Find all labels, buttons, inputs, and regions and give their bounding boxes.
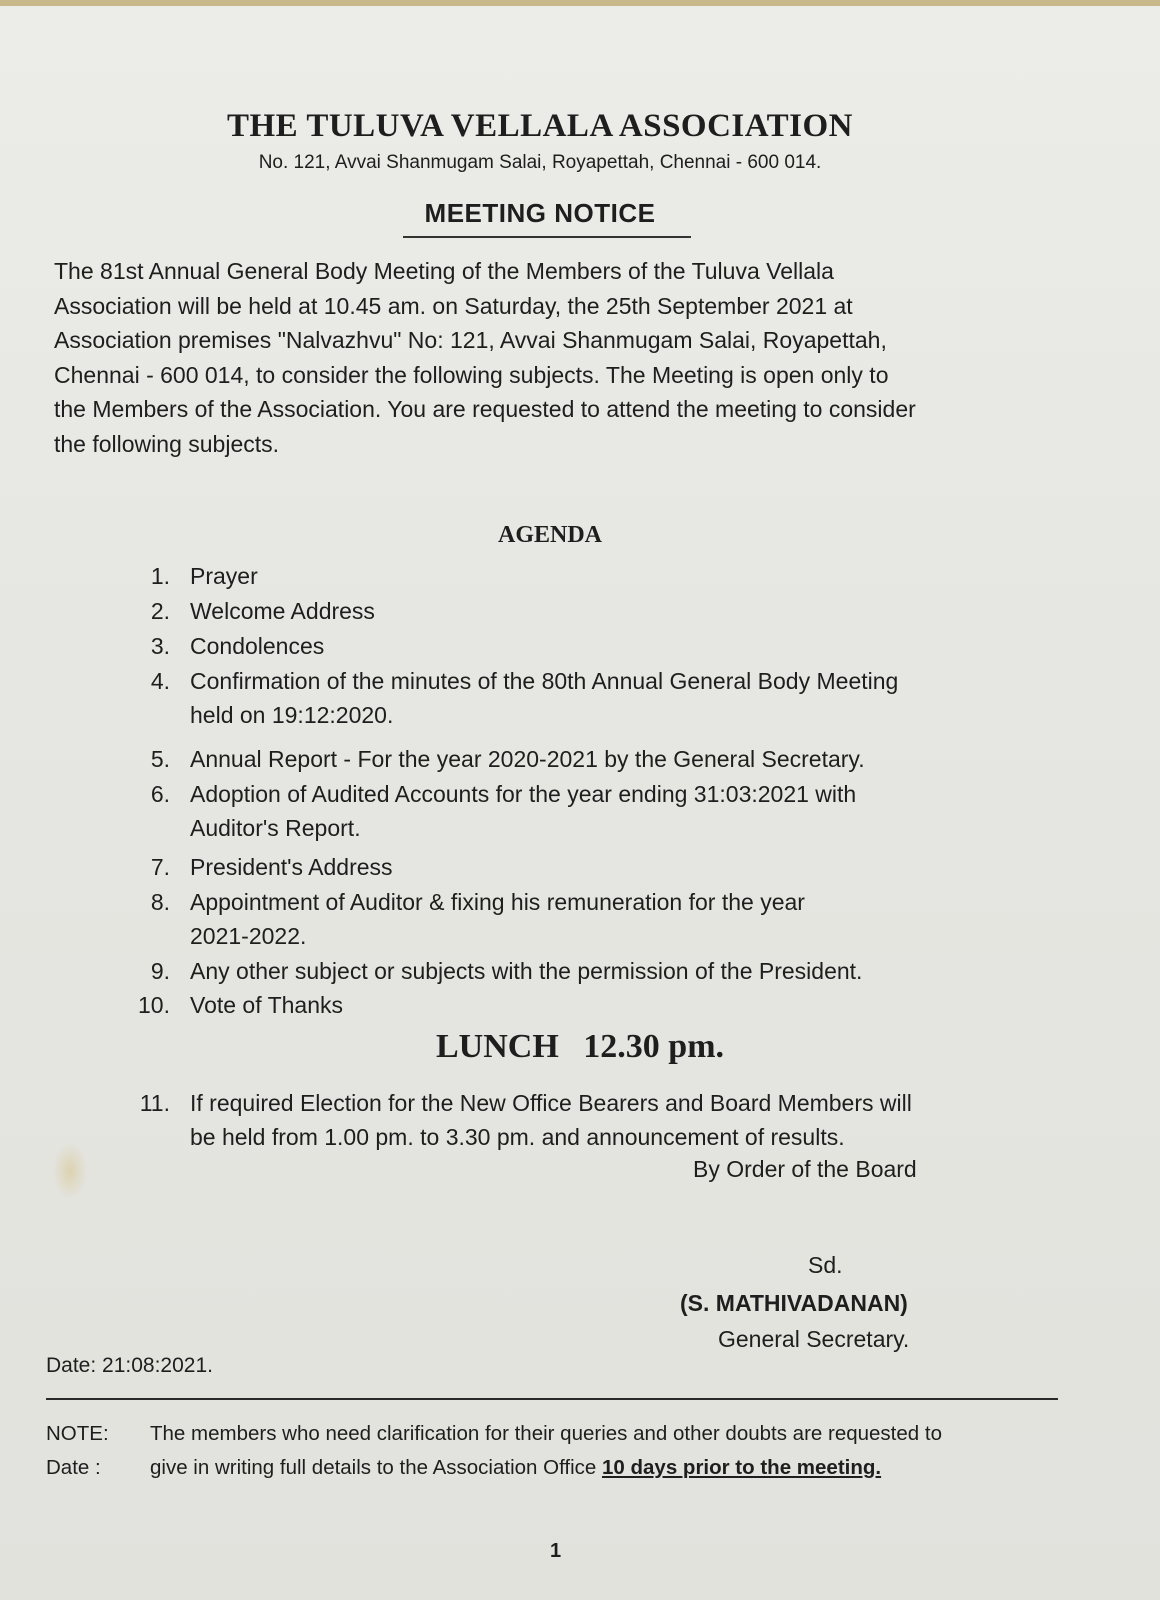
note-row bbox=[46, 1418, 1066, 1450]
signatory-name: (S. MATHIVADANAN) bbox=[680, 1290, 908, 1316]
agenda-item-line: Any other subject or subjects with the permission of the President. bbox=[190, 958, 863, 984]
agenda-item-text bbox=[190, 594, 1050, 628]
agenda-item-number: 3. bbox=[150, 633, 170, 659]
agenda-item-number: 11. bbox=[139, 1090, 170, 1116]
page-number: 1 bbox=[550, 1540, 562, 1562]
agenda-item-number: 10. bbox=[138, 992, 170, 1018]
note-text-prefix: give in writing full details to the Association Office bbox=[150, 1456, 602, 1479]
agenda-item-line: President's Address bbox=[190, 854, 393, 880]
intro-line: Association premises "Nalvazhvu" No: 121, Avvai Shanmugam Salai, Royapettah, bbox=[54, 327, 887, 353]
agenda-item-text bbox=[190, 664, 1050, 732]
paper-stain bbox=[52, 1142, 88, 1200]
lunch-label: LUNCH bbox=[435, 1028, 559, 1065]
lunch-time: 12.30 pm. bbox=[583, 1028, 725, 1065]
agenda-item-text bbox=[190, 742, 1050, 776]
organization-name: THE TULUVA VELLALA ASSOCIATION bbox=[226, 108, 854, 144]
agenda-item-line: Annual Report - For the year 2020-2021 by the General Secretary. bbox=[190, 746, 865, 772]
horizontal-rule bbox=[46, 1398, 1058, 1400]
agenda-item-line: Confirmation of the minutes of the 80th Annual General Body Meeting bbox=[190, 668, 899, 694]
intro-line: the following subjects. bbox=[54, 430, 280, 457]
intro-line: Association will be held at 10.45 am. on Saturday, the 25th September 2021 at bbox=[54, 292, 853, 319]
agenda-item-line: Auditor's Report. bbox=[190, 815, 361, 841]
signatory-designation: General Secretary. bbox=[718, 1326, 910, 1352]
agenda-item-text bbox=[190, 988, 1050, 1022]
agenda-item-line: Adoption of Audited Accounts for the year ending 31:03:2021 with bbox=[190, 781, 857, 807]
agenda-item-text bbox=[190, 1086, 1050, 1154]
intro-line: The 81st Annual General Body Meeting of the Members of the Tuluva Vellala bbox=[54, 258, 834, 284]
note-row bbox=[46, 1452, 1066, 1484]
signature-sd: Sd. bbox=[808, 1252, 843, 1278]
intro-line: Chennai - 600 014, to consider the following subjects. The Meeting is open only to bbox=[54, 361, 889, 388]
notice-heading-underline bbox=[403, 236, 691, 238]
note-text: The members who need clarification for their queries and other doubts are requested to bbox=[150, 1422, 942, 1445]
note-label: NOTE: bbox=[46, 1422, 109, 1445]
organization-address: No. 121, Avvai Shanmugam Salai, Royapettah, Chennai - 600 014. bbox=[258, 152, 822, 173]
notice-heading: MEETING NOTICE bbox=[424, 198, 656, 228]
lunch-break-notice bbox=[0, 1028, 1160, 1066]
agenda-item-number: 7. bbox=[150, 854, 170, 880]
intro-paragraph bbox=[54, 254, 1042, 461]
agenda-item-line: Prayer bbox=[190, 563, 258, 589]
agenda-item-line: 2021-2022. bbox=[190, 923, 307, 949]
agenda-item-number: 1. bbox=[150, 563, 170, 589]
intro-line: the Members of the Association. You are requested to attend the meeting to consider bbox=[54, 396, 916, 422]
agenda-item-number: 6. bbox=[150, 781, 170, 807]
agenda-item-text bbox=[190, 885, 1050, 953]
note-date-label: Date : bbox=[46, 1456, 101, 1479]
agenda-item-text bbox=[190, 954, 1050, 988]
agenda-item-number: 4. bbox=[150, 668, 170, 694]
agenda-item-text bbox=[190, 559, 1050, 593]
agenda-item-text bbox=[190, 629, 1050, 663]
note-text bbox=[150, 1452, 1070, 1484]
agenda-item-number: 2. bbox=[150, 598, 170, 624]
agenda-item-text bbox=[190, 850, 1050, 884]
agenda-item-line: If required Election for the New Office Bearers and Board Members will bbox=[190, 1090, 912, 1116]
agenda-title: AGENDA bbox=[497, 522, 602, 548]
by-order-of-board: By Order of the Board bbox=[693, 1156, 917, 1182]
notice-date: Date: 21:08:2021. bbox=[46, 1354, 213, 1377]
agenda-item-line: Welcome Address bbox=[190, 598, 375, 624]
note-deadline-emphasis: 10 days prior to the meeting. bbox=[602, 1456, 882, 1479]
agenda-item-line: held on 19:12:2020. bbox=[190, 702, 394, 728]
agenda-item-number: 9. bbox=[150, 958, 170, 984]
agenda-item-number: 8. bbox=[150, 889, 170, 915]
agenda-item-number: 5. bbox=[150, 746, 170, 772]
agenda-item-line: Appointment of Auditor & fixing his remuneration for the year bbox=[190, 889, 805, 915]
agenda-item-text bbox=[190, 777, 1050, 845]
agenda-item-line: Condolences bbox=[190, 633, 325, 659]
paper-edge-strip bbox=[0, 0, 1160, 6]
agenda-item-line: Vote of Thanks bbox=[190, 992, 344, 1018]
agenda-item-line: be held from 1.00 pm. to 3.30 pm. and announcement of results. bbox=[190, 1124, 845, 1150]
